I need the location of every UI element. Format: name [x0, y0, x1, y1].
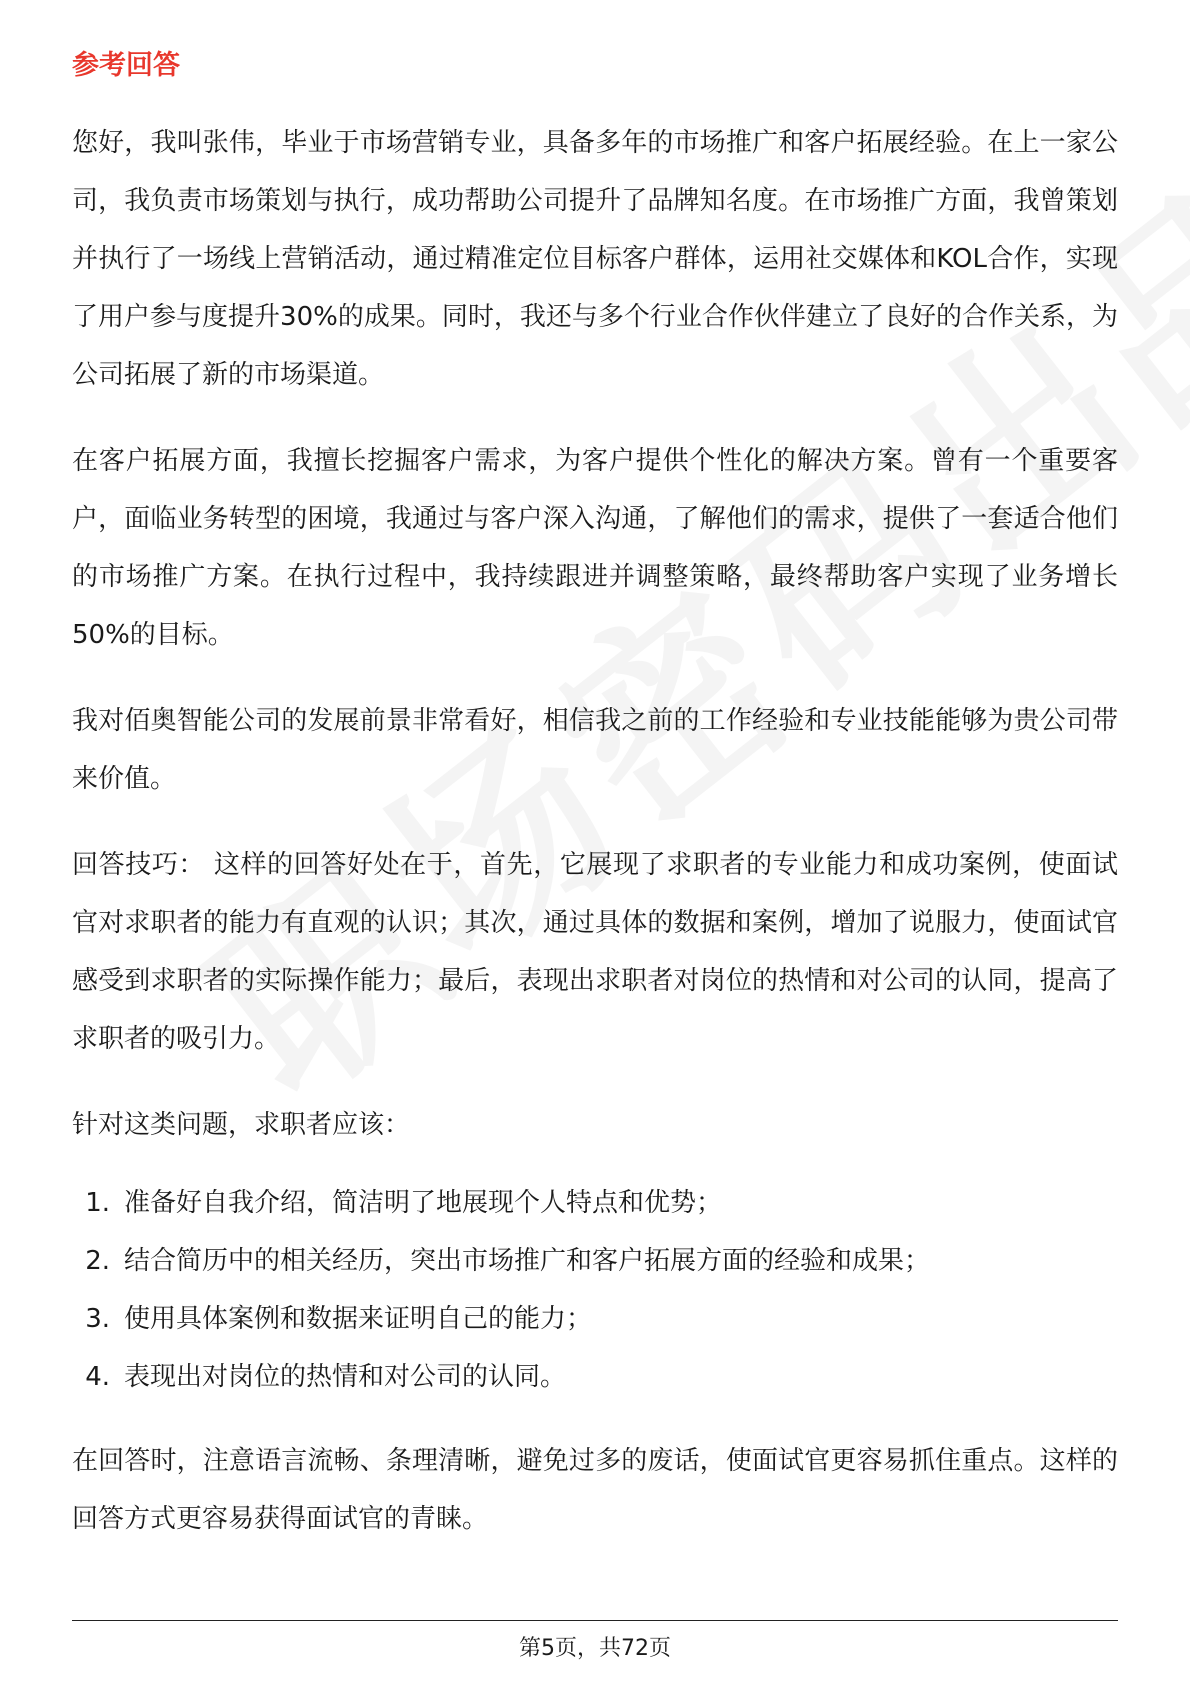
footer-divider — [72, 1620, 1118, 1621]
answer-paragraph-intro: 您好，我叫张伟，毕业于市场营销专业，具备多年的市场推广和客户拓展经验。在上一家公司，我负责市场策划与执行，成功帮助公司提升了品牌知名度。在市场推广方面，我曾策划并执行了一场线上营销活动，通过精准定位目标客户群体，运用社交媒体和KOL合作，实现了用户参与度提升30%的成果。同时，我还与多个行业合作伙伴建立了良好的合作关系，为公司拓展了新的市场渠道。 — [72, 128, 1118, 390]
document-content — [72, 46, 1118, 1576]
list-item-number: 2. — [85, 1246, 110, 1276]
list-item — [72, 1290, 1118, 1348]
answer-paragraph-clients: 在客户拓展方面，我擅长挖掘客户需求，为客户提供个性化的解决方案。曾有一个重要客户，面临业务转型的困境，我通过与客户深入沟通，了解他们的需求，提供了一套适合他们的市场推广方案。在执行过程中，我持续跟进并调整策略，最终帮助客户实现了业务增长50%的目标。 — [72, 446, 1118, 650]
list-item-text: 准备好自我介绍，简洁明了地展现个人特点和优势； — [124, 1188, 723, 1218]
section-heading: 参考回答 — [72, 50, 180, 81]
answer-tips-paragraph: 回答技巧： 这样的回答好处在于，首先，它展现了求职者的专业能力和成功案例，使面试官对求职者的能力有直观的认识；其次，通过具体的数据和案例，增加了说服力，使面试官感受到求职者的实际操作能力；最后，表现出求职者对岗位的热情和对公司的认同，提高了求职者的吸引力。 — [72, 850, 1118, 1054]
answer-paragraph-company: 我对佰奥智能公司的发展前景非常看好，相信我之前的工作经验和专业技能能够为贵公司带来价值。 — [72, 706, 1118, 794]
list-item — [72, 1348, 1118, 1406]
list-item-number: 4. — [85, 1362, 110, 1392]
advice-list — [72, 1174, 1118, 1406]
list-item-text: 使用具体案例和数据来证明自己的能力； — [124, 1304, 593, 1334]
advice-intro-paragraph: 针对这类问题，求职者应该： — [72, 1110, 411, 1140]
page-number: 第5页，共72页 — [519, 1636, 671, 1661]
list-item-number: 1. — [85, 1188, 110, 1218]
list-item-text: 结合简历中的相关经历，突出市场推广和客户拓展方面的经验和成果； — [124, 1246, 931, 1276]
list-item — [72, 1232, 1118, 1290]
list-item-number: 3. — [85, 1304, 110, 1334]
list-item-text: 表现出对岗位的热情和对公司的认同。 — [124, 1362, 567, 1392]
list-item — [72, 1174, 1118, 1232]
closing-paragraph: 在回答时，注意语言流畅、条理清晰，避免过多的废话，使面试官更容易抓住重点。这样的回答方式更容易获得面试官的青睐。 — [72, 1446, 1118, 1534]
